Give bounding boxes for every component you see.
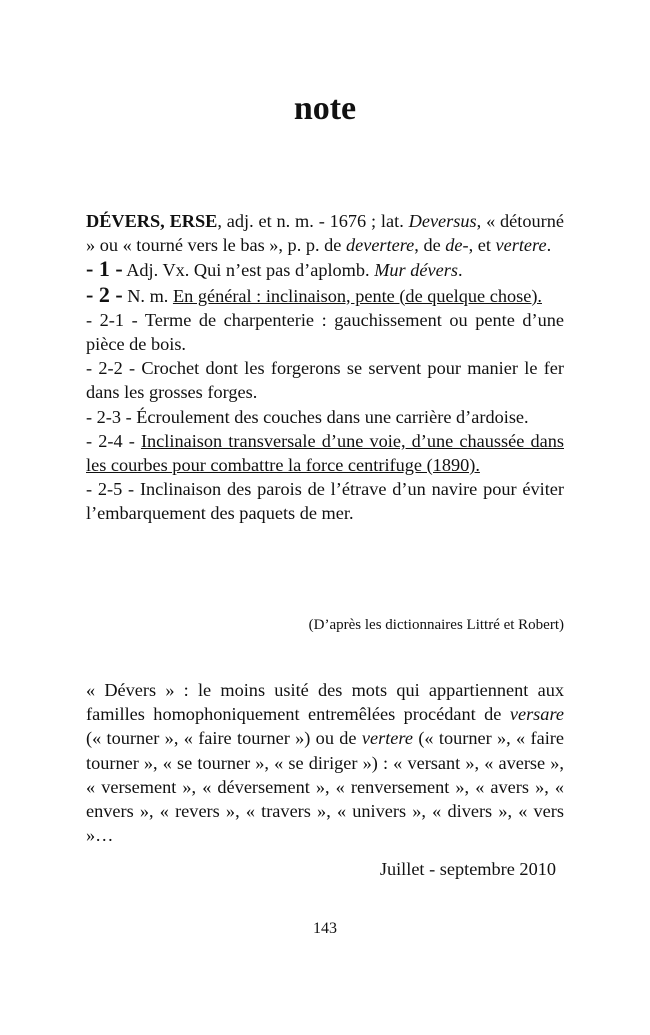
source-citation: (D’après les dictionnaires Littré et Robert): [308, 617, 564, 633]
commentary-text: « Dévers » : le moins usité des mots qui appartiennent aux familles homophoniquement entremêlées procédant de: [86, 680, 564, 725]
page-title: note: [293, 90, 357, 127]
subsense-definition: Inclinaison transversale d’une voie, d’une chaussée dans les courbes pour combattre la force centrifuge (1890).: [86, 430, 564, 476]
intro-text: , « détourné » ou « tourné vers le bas », p. p. de: [86, 211, 565, 256]
subsense-2-4: [86, 429, 564, 477]
sense-text: N. m.: [122, 285, 173, 306]
subsense-2-3: - 2-3 - Écroulement des couches dans une carrière d’ardoise.: [86, 406, 529, 427]
commentary-text: (« tourner », « faire tourner ») ou de: [86, 728, 362, 749]
sense-number: - 2 -: [86, 281, 123, 307]
subsense-number: - 2-4 -: [86, 430, 141, 451]
latin-verb: versare: [509, 704, 564, 725]
intro-text: , de: [414, 235, 446, 256]
sense-1: [86, 257, 564, 282]
sense-text: .: [457, 260, 463, 281]
sense-2: [86, 283, 564, 308]
latin-verb: devertere: [345, 235, 415, 256]
subsense-2-2: - 2-2 - Crochet dont les forgerons se servent pour manier le fer dans les grosses forges.: [86, 358, 564, 403]
entry-intro: [86, 209, 564, 257]
latin-verb: vertere: [361, 728, 413, 749]
commentary: [86, 678, 564, 847]
intro-text: .: [546, 235, 552, 256]
latin-prefix: de-: [445, 235, 469, 256]
intro-text: , adj. et n. m. - 1676 ; lat.: [217, 211, 409, 231]
subsense-2-5: - 2-5 - Inclinaison des parois de l’étrave d’un navire pour éviter l’embarquement des paquets de mer.: [86, 479, 564, 524]
latin-verb: vertere: [495, 235, 547, 256]
page-number: 143: [313, 920, 337, 937]
sense-example: Mur dévers: [374, 260, 458, 281]
latin-etymon: Deversus: [408, 211, 477, 231]
sense-definition: En général : inclinaison, pente (de quelque chose).: [172, 285, 542, 306]
date-line: Juillet - septembre 2010: [379, 859, 556, 879]
dictionary-entry: [86, 209, 564, 526]
sense-text: Adj. Vx. Qui n’est pas d’aplomb.: [122, 260, 375, 281]
sense-number: - 1 -: [86, 256, 123, 282]
commentary-text: (« tourner », « faire tourner », « se tourner », « se diriger ») : « versant », « averse », « versement », « déversement », « renversement », « avers », « envers », « revers », « travers », « univers », « divers », « vers »…: [86, 728, 564, 846]
headword: DÉVERS, ERSE: [86, 211, 218, 231]
intro-text: , et: [468, 235, 496, 256]
subsense-2-1: - 2-1 - Terme de charpenterie : gauchissement ou pente d’une pièce de bois.: [86, 309, 564, 355]
